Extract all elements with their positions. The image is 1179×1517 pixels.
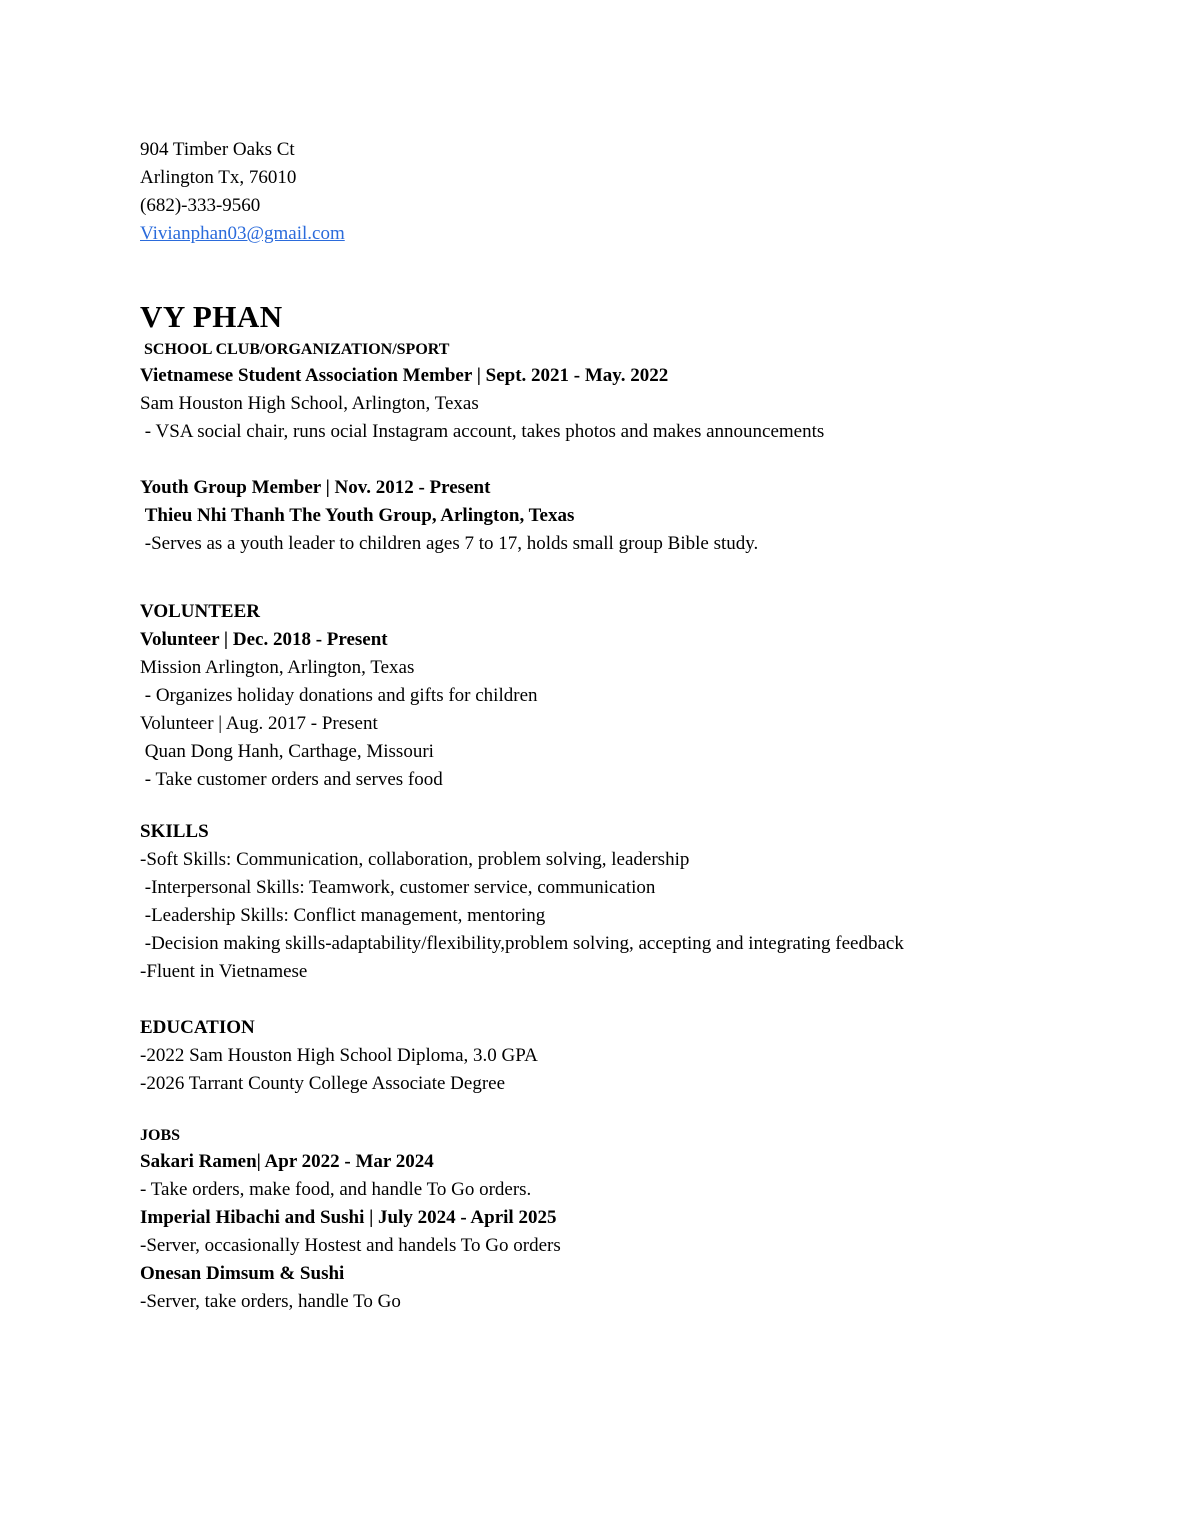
vsa-title-line: Vietnamese Student Association Member | Sept. 2021 - May. 2022 [140, 365, 669, 386]
volunteer2-title-line: Volunteer | Aug. 2017 - Present [140, 713, 378, 734]
job1-title-line: Sakari Ramen| Apr 2022 - Mar 2024 [140, 1151, 434, 1172]
vsa-description-line: - VSA social chair, runs ocial Instagram account, takes photos and makes announcements [140, 421, 825, 442]
section-header-education: EDUCATION [140, 1017, 255, 1038]
skills-leadership-line: -Leadership Skills: Conflict management, mentoring [140, 905, 546, 926]
job2-description-line: -Server, occasionally Hostest and handels To Go orders [140, 1235, 561, 1256]
volunteer1-location-line: Mission Arlington, Arlington, Texas [140, 657, 415, 678]
contact-address-city: Arlington Tx, 76010 [140, 167, 297, 188]
contact-address-street: 904 Timber Oaks Ct [140, 139, 295, 160]
skills-soft-line: -Soft Skills: Communication, collaboration, problem solving, leadership [140, 849, 690, 870]
section-header-skills: SKILLS [140, 821, 209, 842]
volunteer2-location-line: Quan Dong Hanh, Carthage, Missouri [140, 741, 434, 762]
skills-decision-line: -Decision making skills-adaptability/flexibility,problem solving, accepting and integrating feedback [140, 933, 904, 954]
volunteer1-description-line: - Organizes holiday donations and gifts for children [140, 685, 538, 706]
skills-interpersonal-line: -Interpersonal Skills: Teamwork, customer service, communication [140, 877, 656, 898]
job1-description-line: - Take orders, make food, and handle To Go orders. [140, 1179, 532, 1200]
contact-phone: (682)-333-9560 [140, 195, 261, 216]
youth-group-title-line: Youth Group Member | Nov. 2012 - Present [140, 477, 491, 498]
education-college-line: -2026 Tarrant County College Associate Degree [140, 1073, 506, 1094]
section-header-school-club: SCHOOL CLUB/ORGANIZATION/SPORT [140, 341, 450, 358]
job3-title-line: Onesan Dimsum & Sushi [140, 1263, 345, 1284]
job2-title-line: Imperial Hibachi and Sushi | July 2024 - April 2025 [140, 1207, 557, 1228]
section-header-volunteer: VOLUNTEER [140, 601, 260, 622]
section-header-jobs: JOBS [140, 1127, 181, 1144]
email-link[interactable]: Vivianphan03@gmail.com [140, 223, 345, 244]
skills-language-line: -Fluent in Vietnamese [140, 961, 308, 982]
volunteer1-title-line: Volunteer | Dec. 2018 - Present [140, 629, 388, 650]
youth-group-description-line: -Serves as a youth leader to children ages 7 to 17, holds small group Bible study. [140, 533, 759, 554]
job3-description-line: -Server, take orders, handle To Go [140, 1291, 401, 1312]
volunteer2-description-line: - Take customer orders and serves food [140, 769, 443, 790]
education-highschool-line: -2022 Sam Houston High School Diploma, 3.0 GPA [140, 1045, 538, 1066]
vsa-location-line: Sam Houston High School, Arlington, Texas [140, 393, 479, 414]
page-title: VY PHAN [140, 299, 283, 334]
youth-group-location-line: Thieu Nhi Thanh The Youth Group, Arlington, Texas [140, 505, 575, 526]
email-link [140, 220, 1059, 248]
